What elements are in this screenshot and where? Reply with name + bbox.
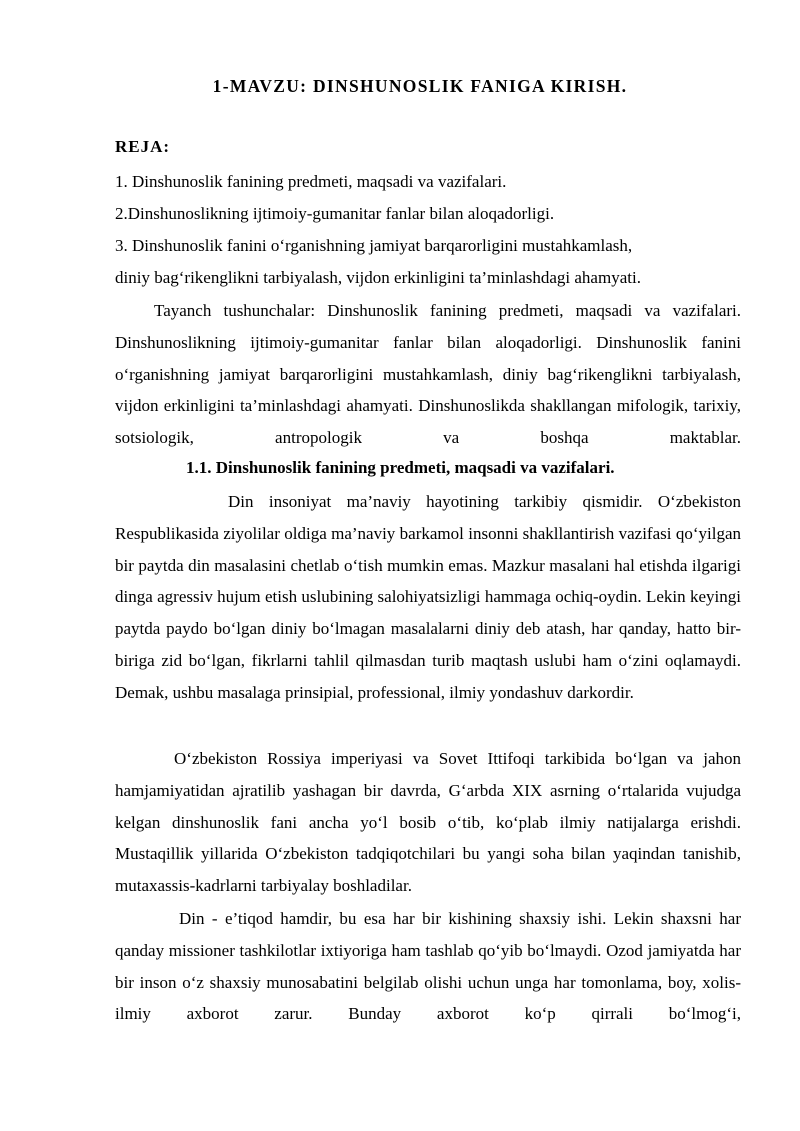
plan-item-3: 3. Dinshunoslik fanini o‘rganishning jamiyat barqarorligini mustahkamlash, — [115, 236, 633, 255]
plan-item-1: 1. Dinshunoslik fanining predmeti, maqsadi va vazifalari. — [115, 172, 507, 191]
body-paragraph-1: Din insoniyat ma’naviy hayotining tarkibiy qismidir. O‘zbekiston Respublikasida ziyolilar oldiga ma’naviy barkamol insonni shakllantirish vazifasi qo‘yilgan bir paytda din masalasini chetlab o‘tish mumkin emas. Mazkur masalani hal etishda ilgarigi dinga agressiv hujum etish uslubining salohiyatsizligi hammaga ochiq-oydin. Lekin keyingi paytda paydo bo‘lgan diniy bo‘lmagan masalalarni diniy deb atash, har qanday, hatto bir-biriga zid bo‘lgan, fikrlarni tahlil qilmasdan turib maqtash uslubi ham o‘zini oqlamaydi. Demak, ushbu masalaga prinsipial, professional, ilmiy yondashuv darkordir. — [115, 492, 741, 702]
body-paragraph-2: O‘zbekiston Rossiya imperiyasi va Sovet Ittifoqi tarkibida bo‘lgan va jahon hamjamiyatidan ajratilib yashagan bir davrda, G‘arbda XIX asrning o‘rtalarida vujudga kelgan dinshunoslik fani ancha yo‘l bosib o‘tib, ko‘plab ilmiy natijalarga erishdi. Mustaqillik yillarida O‘zbekiston tadqiqotchilari bu yangi soha bilan yaqindan tanishib, mutaxassis-kadrlarni tarbiyalay boshladilar. — [115, 749, 741, 896]
plan-label: REJA: — [115, 137, 171, 156]
section-heading: 1.1. Dinshunoslik fanining predmeti, maqsadi va vazifalari. — [186, 458, 615, 477]
plan-item-3-continued: diniy bag‘rikenglikni tarbiyalash, vijdon erkinligini ta’minlashdagi ahamyati. — [115, 268, 641, 287]
plan-item-2: 2.Dinshunoslikning ijtimoiy-gumanitar fanlar bilan aloqadorligi. — [115, 204, 555, 223]
key-concepts-paragraph: Tayanch tushunchalar: Dinshunoslik fanining predmeti, maqsadi va vazifalari. Dinshunoslikning ijtimoiy-gumanitar fanlar bilan aloqadorligi. Dinshunoslik fanini o‘rganishning jamiyat barqarorligini mustahkamlash, diniy bag‘rikenglikni tarbiyalash, vijdon erkinligini ta’minlashdagi ahamyati. Dinshunoslikda shakllangan mifologik, tarixiy, sotsiologik, antropologik va boshqa maktablar. — [115, 301, 741, 448]
body-paragraph-3: Din - e’tiqod hamdir, bu esa har bir kishining shaxsiy ishi. Lekin shaxsni har qanday missioner tashkilotlar ixtiyoriga ham tashlab qo‘yib bo‘lmaydi. Ozod jamiyatda har bir inson o‘z shaxsiy munosabatini belgilab olishi uchun unga har tomonlama, boy, xolis-ilmiy axborot zarur. Bunday axborot ko‘p qirrali bo‘lmog‘i, — [115, 909, 741, 1024]
page-title: 1-MAVZU: DINSHUNOSLIK FANIGA KIRISH. — [212, 76, 628, 96]
